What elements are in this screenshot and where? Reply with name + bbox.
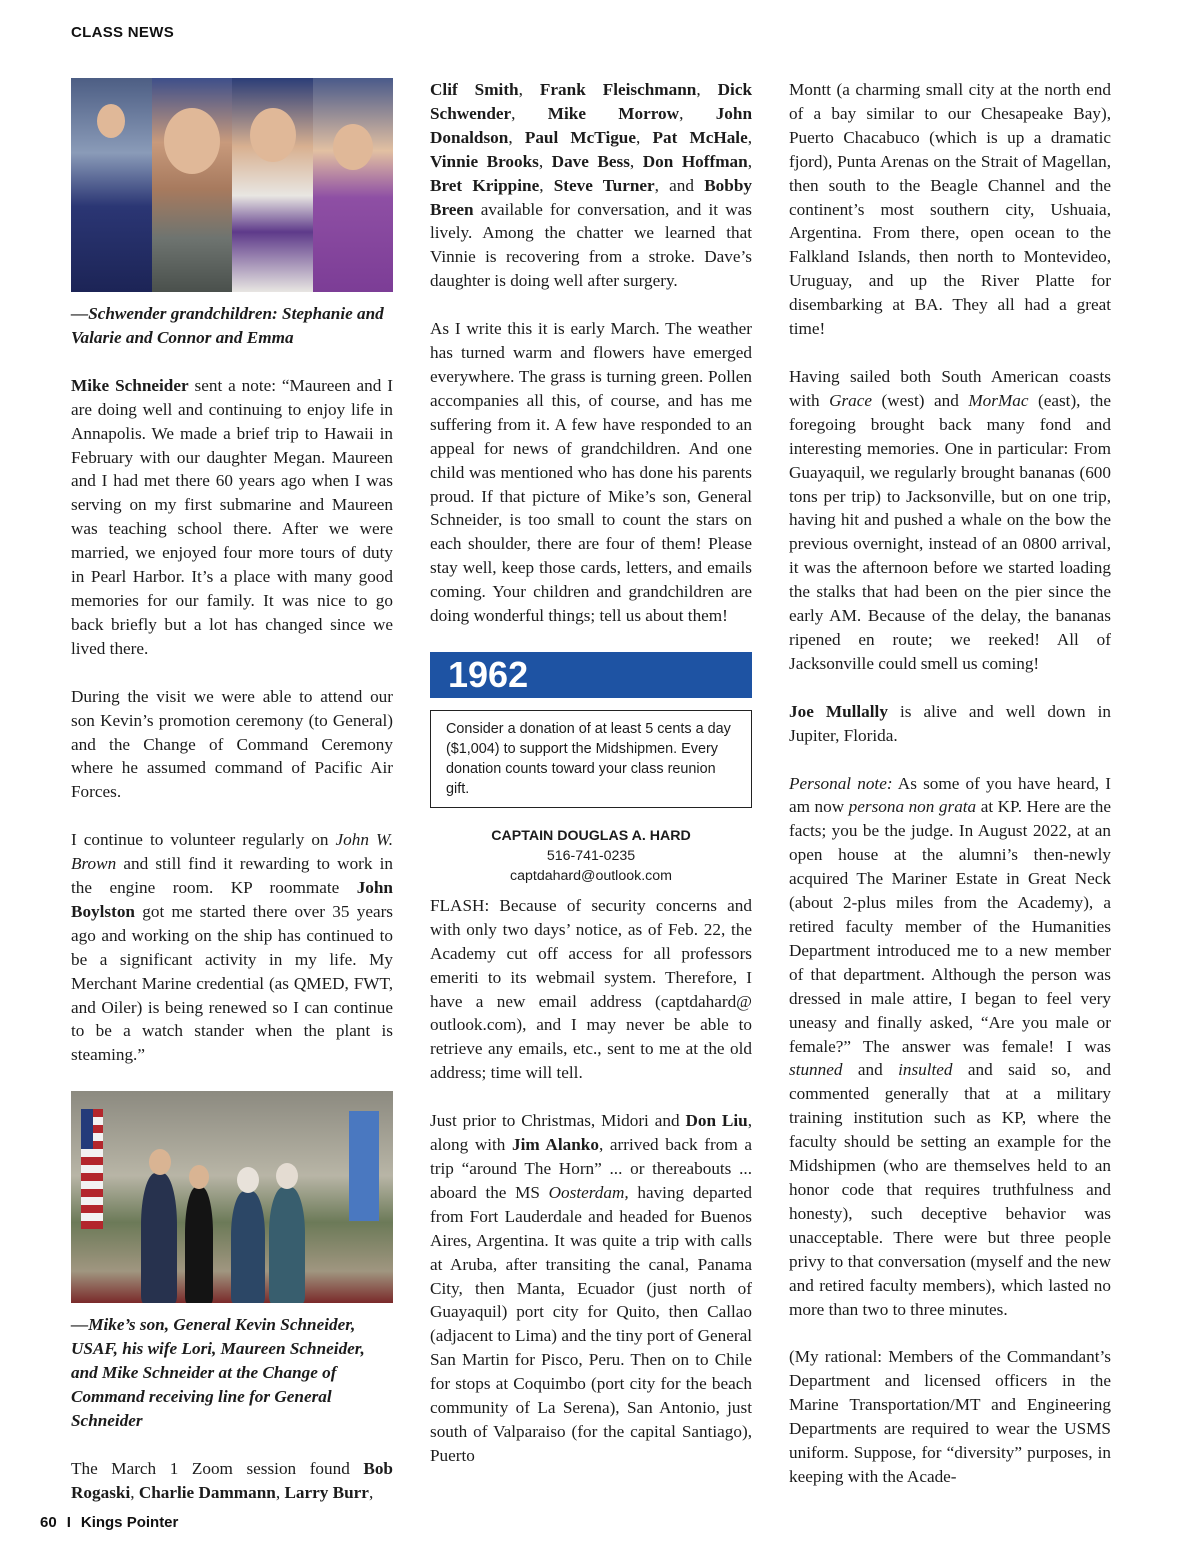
publication-name: Kings Pointer xyxy=(80,1514,179,1531)
photo1-caption: —Schwender grandchildren: Stephanie and Valarie and Connor and Emma xyxy=(71,304,384,347)
paragraph-trip-continued: Montt (a charming small city at the north end of a bay similar to our Chesapeake Bay), Puerto Chacabuco (which is up a dramatic fjord), Punta Arenas on the Strait of Magellan, then south to the Beagle Channel and the continent’s most southern city, Ushuaia, Argentina. From there, open ocean to the Falkland Islands, then north to Montevideo, Uruguay, and up the River Platte for disembarking at BA. They all had a great time! xyxy=(789,80,1111,339)
paragraph-bananas: Having sailed both South American coasts with Grace (west) and MorMac (east), the foregoing brought back many fond and interesting memories. One in particular: From Guayaquil, we regularly brought bananas (600 tons per trip) to Jacksonville, but on one trip, having hit and pushed a whale on the bow the previous overnight, instead of an 0800 arrival, it was the afternoon before we started loading the stalks that had been on the pier since the early AM. Because of the delay, the bananas ripened en route; we reeked! All of Jacksonville could smell us coming! xyxy=(789,366,1111,673)
contact-email[interactable]: captdahard@outlook.com xyxy=(510,867,672,884)
paragraph-flash: FLASH: Because of security concerns and with only two days’ notice, as of Feb. 22, the Academy cut off access for all professors emeriti to its webmail system. Therefore, I have a new email address (captdahard@ outlook.com), and I may never be able to retrieve any emails, etc., sent to me at the old address; time will tell. xyxy=(430,895,752,1083)
photo-connor xyxy=(232,78,313,292)
contact-name: CAPTAIN DOUGLAS A. HARD xyxy=(491,827,691,844)
paragraph-volunteer: I continue to volunteer regularly on John W. Brown and still find it rewarding to work in the engine room. KP roommate John Boylston got me started there over 35 years ago and working on the ship has continued to be a significant activity in my life. My Merchant Marine credential (as QMED, FWT, and Oiler) is being renewed so I can continue to be a watch stander when the plant is steaming.” xyxy=(71,830,393,1065)
photo-grandchildren xyxy=(71,78,393,292)
paragraph-promotion: During the visit we were able to attend our son Kevin’s promotion ceremony (to General) and the Change of Command Ceremony where he assumed command of Pacific Air Forces. xyxy=(71,686,393,802)
paragraph-zoom-start: The March 1 Zoom session found Bob Rogaski, Charlie Dammann, Larry Burr, xyxy=(71,1458,393,1502)
page-number: 60 xyxy=(40,1514,57,1531)
contact-block xyxy=(430,826,752,886)
paragraph-joe-mullally: Joe Mullally is alive and well down in Jupiter, Florida. xyxy=(789,701,1112,745)
section-label: CLASS NEWS xyxy=(71,24,175,41)
paragraph-personal-note: Personal note: As some of you have heard, I am now persona non grata at KP. Here are the facts; you be the judge. In August 2022, at an open house at the alumni’s then-newly acquired The Mariner Estate in Great Neck (about 2-plus miles from the Academy), a retired faculty member of the Humanities Department introduced me to a new member of that department. Although the person was dressed in male attire, I began to feel very uneasy and finally asked, “Are you male or female?” The answer was female! I was stunned and insulted and said so, and commented generally that at a military training institution such as KP, where the faculty should be setting an example for the Midshipmen (who are themselves held to an honor code that requires truthfulness and honesty), such deceptive behavior was unacceptable. There were but three people privy to that conversation (myself and the new and retired faculty members), which lasted no more than two to three minutes. xyxy=(789,773,1111,1319)
photo-emma xyxy=(313,78,394,292)
class-year-banner: 1962 xyxy=(430,652,752,698)
column-1 xyxy=(71,78,393,1529)
column-2 xyxy=(430,78,752,1492)
donation-box: Consider a donation of at least 5 cents a day ($1,004) to support the Midshipmen. Every donation counts toward your class reunion gift. xyxy=(430,710,752,808)
column-3 xyxy=(789,78,1111,1513)
contact-phone: 516-741-0235 xyxy=(546,847,636,864)
paragraph-mike-schneider: Mike Schneider sent a note: “Maureen and I are doing well and continuing to enjoy life in Annapolis. We made a brief trip to Hawaii in February with our daughter Megan. Maureen and I had met there 60 years ago when I was serving on my first submarine and Maureen was teaching school there. After we were married, we enjoyed four more tours of duty in Pearl Harbor. It’s a place with many good memories for our family. It was nice to go back briefly but a lot has changed since we lived there. xyxy=(71,375,393,658)
photo-change-of-command xyxy=(71,1091,393,1303)
paragraph-trip: Just prior to Christmas, Midori and Don Liu, along with Jim Alanko, arrived back from a trip “around The Horn” ... or thereabouts ... aboard the MS Oosterdam, having departed from Fort Lauderdale and headed for Buenos Aires, Argentina. It was quite a trip with calls at Aruba, after transiting the canal, Panama City, then Manta, Ecuador (just north of Guayaquil) port city for Quito, then Callao (adjacent to Lima) and the tiny port of General San Martin for Pisco, Peru. Then on to Chile for stops at Coquimbo (port city for the beach community of La Serena), San Antonio, just south of Valparaiso (for the capital Santiago), Puerto xyxy=(430,1111,752,1465)
page-footer xyxy=(40,1514,178,1531)
footer-separator: I xyxy=(66,1514,71,1531)
name-mike-schneider: Mike Schneider xyxy=(71,375,189,395)
paragraph-rationale: (My rational: Members of the Commandant’s Department and licensed officers in the Marine Transportation/MT and Engineering Departments are required to wear the USMS uniform. Suppose, for “diversity” purposes, in keeping with the Acade- xyxy=(789,1347,1111,1486)
photo-stephanie xyxy=(71,78,152,292)
paragraph-zoom-names: Clif Smith, Frank Fleischmann, Dick Schwender, Mike Morrow, John Donaldson, Paul McTigue, Pat McHale, Vinnie Brooks, Dave Bess, Don Hoffman, Bret Krippine, Steve Turner, and Bobby Breen available for conversation, and it was lively. Among the chatter we learned that Vinnie is recovering from a stroke. Dave’s daughter is doing well after surgery. xyxy=(430,80,753,291)
paragraph-early-march: As I write this it is early March. The weather has turned warm and flowers have emerged everywhere. The grass is turning green. Pollen accompanies all this, of course, and has me suffering from it. A few have responded to an appeal for news of grandchildren. And one child was mentioned who has done his parents proud. If that picture of Mike’s son, General Schneider, is too small to count the stars on each shoulder, there are four of them! Please stay well, keep those cards, letters, and emails coming. Your children and grandchildren are doing wonderful things; tell us about them! xyxy=(430,319,752,626)
photo2-caption: —Mike’s son, General Kevin Schneider, USAF, his wife Lori, Maureen Schneider, and Mike Schneider at the Change of Command receiving line for General Schneider xyxy=(71,1315,365,1430)
photo-valarie xyxy=(152,78,233,292)
